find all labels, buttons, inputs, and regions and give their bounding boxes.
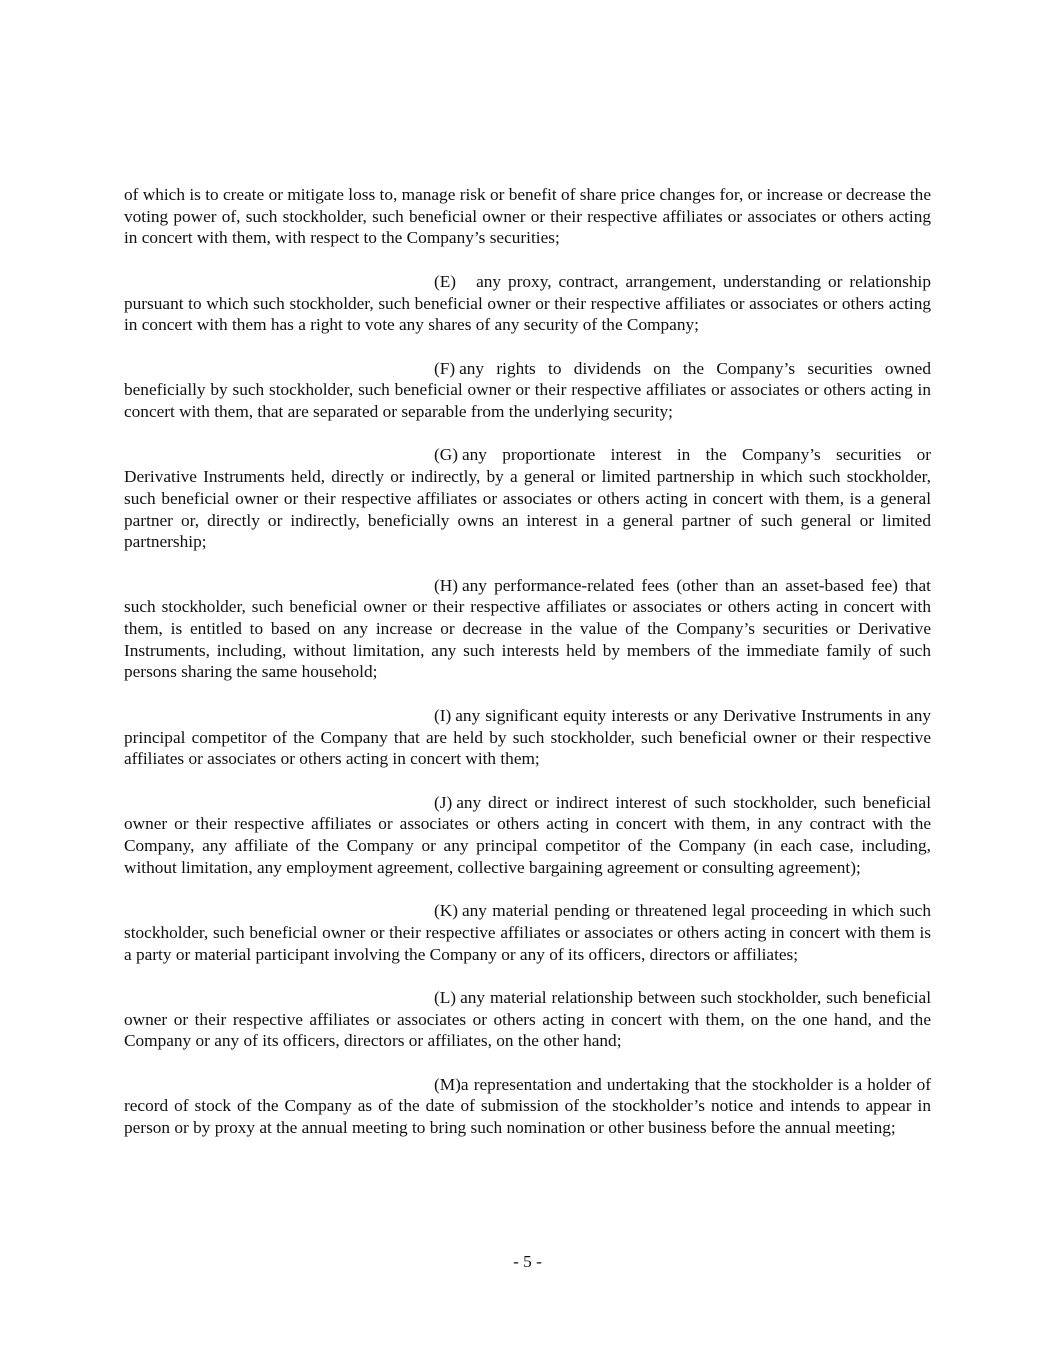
clause-marker: (K) — [434, 901, 458, 921]
clause-f — [124, 358, 931, 423]
clause-k — [124, 900, 931, 965]
clause-text: any material relationship between such stockholder, such beneficial owner or their respective affiliates or associates or others acting in concert with them, on the one hand, and the Company or any of its officers, directors or affiliates, on the other hand; — [124, 987, 931, 1051]
clause-g — [124, 444, 931, 553]
clause-m — [124, 1074, 931, 1139]
intro-paragraph: of which is to create or mitigate loss to, manage risk or benefit of share price changes for, or increase or decrease the voting power of, such stockholder, such beneficial owner or their respective affiliates or associates or others acting in concert with them, with respect to the Company’s securities; — [124, 185, 931, 248]
clause-marker: (G) — [434, 445, 458, 465]
clause-text: any proxy, contract, arrangement, understanding or relationship pursuant to which such stockholder, such beneficial owner or their respective affiliates or associates or others acting in concert with them has a right to vote any shares of any security of the Company; — [124, 271, 931, 335]
clause-j — [124, 792, 931, 879]
document-body — [124, 184, 931, 1160]
clause-text: any significant equity interests or any Derivative Instruments in any principal competitor of the Company that are held by such stockholder, such beneficial owner or their respective affiliates or associates or others acting in concert with them; — [124, 705, 931, 769]
clause-e — [124, 271, 931, 336]
clause-text: any proportionate interest in the Company’s securities or Derivative Instruments held, directly or indirectly, by a general or limited partnership in which such stockholder, such beneficial owner or their respective affiliates or associates or others acting in concert with them, is a general partner or, directly or indirectly, beneficially owns an interest in a general partner of such general or limited partnership; — [124, 445, 931, 552]
clause-marker: (E) — [434, 271, 457, 291]
clause-marker: (I) — [434, 705, 452, 725]
page-number: - 5 - — [513, 1252, 542, 1271]
clause-marker: (H) — [434, 575, 458, 595]
clause-marker: (F) — [434, 358, 456, 378]
clause-h — [124, 575, 931, 684]
clause-text: a representation and undertaking that the stockholder is a holder of record of stock of the Company as of the date of submission of the stockholder’s notice and intends to appear in person or by proxy at the annual meeting to bring such nomination or other business before the annual meeting; — [124, 1074, 931, 1138]
clause-l — [124, 987, 931, 1052]
clause-marker: (M) — [434, 1074, 461, 1094]
clause-text: any direct or indirect interest of such stockholder, such beneficial owner or their respective affiliates or associates or others acting in concert with them, in any contract with the Company, any affiliate of the Company or any principal competitor of the Company (in each case, including, without limitation, any employment agreement, collective bargaining agreement or consulting agreement); — [124, 792, 931, 877]
clause-text: any material pending or threatened legal proceeding in which such stockholder, such beneficial owner or their respective affiliates or associates or others acting in concert with them is a party or material participant involving the Company or any of its officers, directors or affiliates; — [124, 901, 931, 964]
clause-marker: (J) — [434, 792, 453, 812]
clause-text: any rights to dividends on the Company’s securities owned beneficially by such stockholder, such beneficial owner or their respective affiliates or associates or others acting in concert with them, that are separated or separable from the underlying security; — [124, 358, 931, 421]
clause-i — [124, 705, 931, 770]
clause-text: any performance-related fees (other than an asset-based fee) that such stockholder, such beneficial owner or their respective affiliates or associates or others acting in concert with them, is entitled to based on any increase or decrease in the value of the Company’s securities or Derivative Instruments, including, without limitation, any such interests held by members of the immediate family of such persons sharing the same household; — [124, 575, 931, 682]
clause-marker: (L) — [434, 987, 457, 1007]
